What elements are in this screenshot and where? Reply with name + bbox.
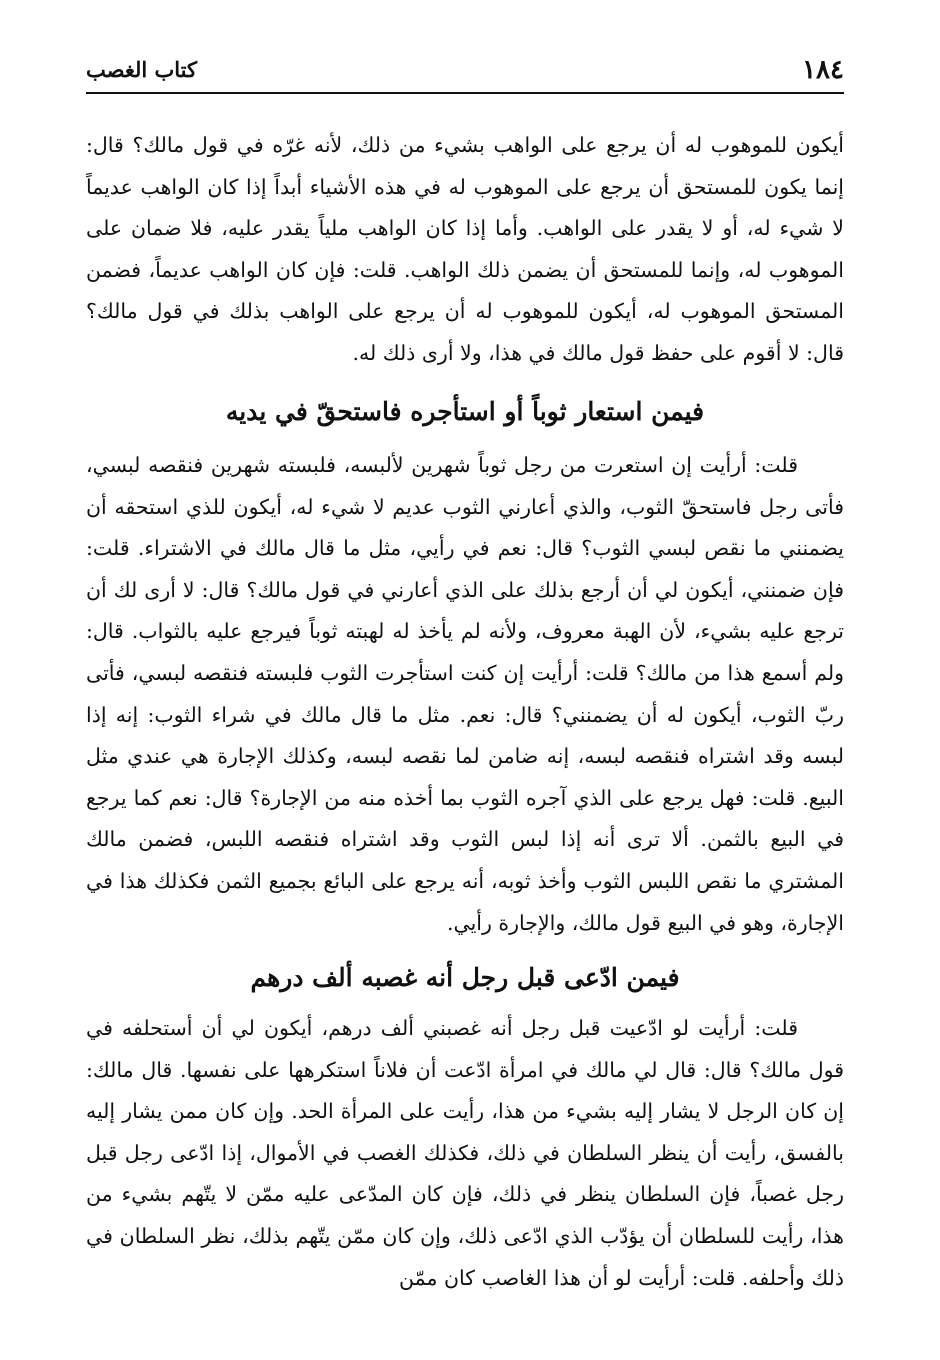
paragraph-2: قلت: أرأيت إن استعرت من رجل ثوباً شهرين لألبسه، فلبسته شهرين فنقصه لبسي، فأتى رجل فاستحقّ الثوب، والذي أعارني الثوب عديم لا شيء له، أيكون للذي استحقه أن يضمنني ما نقص لبسي الثوب؟ قال: نعم في رأيي، مثل ما قال مالك في الاشتراء. قلت: فإن ضمنني، أيكون لي أن أرجع بذلك على الذي أعارني في قول مالك؟ قال: لا أرى لك أن ترجع عليه بشيء، لأن الهبة معروف، ولأنه لم يأخذ له لهبته ثوباً فيرجع عليه بالثواب. قال: ولم أسمع هذا من مالك؟ قلت: أرأيت إن كنت استأجرت الثوب فلبسته فنقصه لبسي، فأتى ربّ الثوب، أيكون له أن يضمنني؟ قال: نعم. مثل ما قال مالك في شراء الثوب: إنه إذا لبسه وقد اشتراه فنقصه لبسه، إنه ضامن لما نقصه لبسه، وكذلك الإجارة هي عندي مثل البيع. قلت: فهل يرجع على الذي آجره الثوب بما أخذه منه من الإجارة؟ قال: نعم كما يرجع في البيع بالثمن. ألا ترى أنه إذا لبس الثوب وقد اشتراه فنقصه اللبس، فضمن مالك المشتري ما نقص اللبس الثوب وأخذ ثوبه، أنه يرجع على البائع بجميع الثمن فكذلك هذا في الإجارة، وهو في البيع قول مالك، والإجارة رأيي. — [86, 453, 844, 935]
section-heading-borrowed-garment: فيمن استعار ثوباً أو استأجره فاستحقّ في يديه — [225, 397, 705, 426]
running-title: كتاب الغصب — [86, 57, 198, 82]
paragraph-1: أيكون للموهوب له أن يرجع على الواهب بشيء من ذلك، لأنه غرّه في قول مالك؟ قال: إنما يكون للمستحق أن يرجع على الموهوب له في هذه الأشياء أبداً إذا كان الواهب عديماً لا شيء له، أو لا يقدر على الواهب. وأما إذا كان الواهب ملياً يقدر عليه، فلا ضمان على الموهوب له، وإنما للمستحق أن يضمن ذلك الواهب. قلت: فإن كان الواهب عديماً، فضمن المستحق الموهوب له، أيكون للموهوب له أن يرجع على الواهب بذلك في قول مالك؟ قال: لا أقوم على حفظ قول مالك في هذا، ولا أرى ذلك له. — [86, 133, 844, 365]
paragraph-3: قلت: أرأيت لو ادّعيت قبل رجل أنه غصبني ألف درهم، أيكون لي أن أستحلفه في قول مالك؟ قال: قال لي مالك في امرأة ادّعت أن فلاناً استكرهها على نفسها. قال مالك: إن كان الرجل لا يشار إليه بشيء من هذا، رأيت على المرأة الحد. وإن كان ممن يشار إليه بالفسق، رأيت أن ينظر السلطان في ذلك، فكذلك الغصب في الأموال، إذا ادّعى رجل قبل رجل غصباً، فإن السلطان ينظر في ذلك، فإن كان المدّعى عليه ممّن لا يتّهم بشيء من هذا، رأيت للسلطان أن يؤدّب الذي ادّعى ذلك، وإن كان ممّن يتّهم بذلك، نظر السلطان في ذلك وأحلفه. قلت: أرأيت لو أن هذا الغاصب كان ممّن — [86, 1016, 844, 1290]
page-header — [86, 52, 844, 94]
section-heading-thousand-dirham-claim: فيمن ادّعى قبل رجل أنه غصبه ألف درهم — [250, 963, 680, 992]
page-number: ١٨٤ — [802, 55, 844, 85]
